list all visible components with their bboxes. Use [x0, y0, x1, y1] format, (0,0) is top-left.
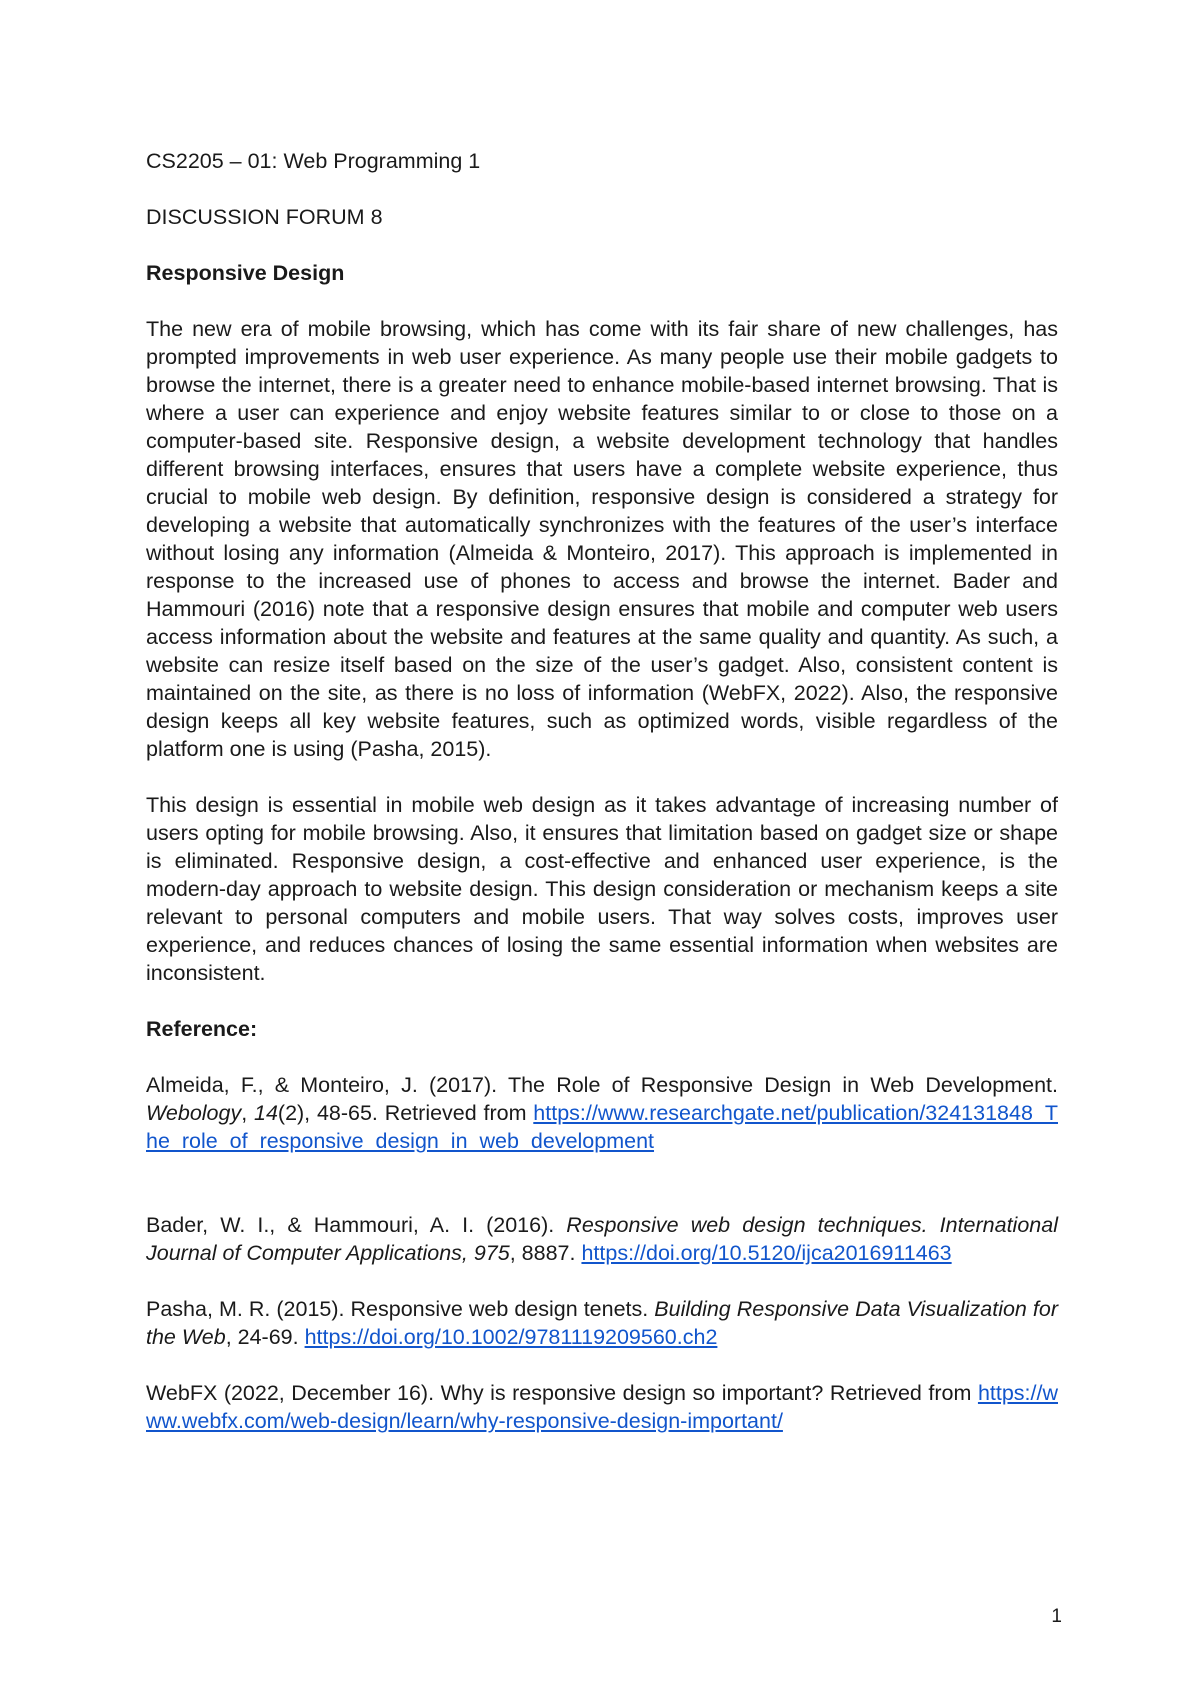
- page-number: 1: [1051, 1606, 1062, 1627]
- reference-bader-sep: [928, 1213, 940, 1237]
- reference-almeida-volume: 14: [253, 1101, 278, 1125]
- reference-webfx-text: WebFX (2022, December 16). Why is responsive design so important? Retrieved from: [146, 1381, 978, 1405]
- reference-bader-title: Responsive web design techniques.: [566, 1213, 928, 1237]
- reference-pasha-book: Building Responsive Data Visualization for the Web: [146, 1297, 1058, 1349]
- course-title: CS2205 – 01: Web Programming 1: [146, 149, 481, 173]
- reference-almeida-link[interactable]: https://www.researchgate.net/publication/324131848_The_role_of_responsive_design_in_web_development: [146, 1101, 1058, 1153]
- document-content: [146, 147, 1058, 1463]
- reference-heading: Reference:: [146, 1017, 258, 1041]
- reference-almeida-sep: ,: [241, 1101, 254, 1125]
- reference-almeida-journal: Webology: [146, 1101, 242, 1125]
- reference-pasha: [146, 1295, 1058, 1351]
- reference-pasha-text: Pasha, M. R. (2015). Responsive web design tenets.: [146, 1297, 655, 1321]
- reference-webfx-link[interactable]: https://www.webfx.com/web-design/learn/why-responsive-design-important/: [146, 1381, 1058, 1433]
- reference-pasha-rest: , 24-69.: [225, 1325, 305, 1349]
- reference-almeida-text: Almeida, F., & Monteiro, J. (2017). The Role of Responsive Design in Web Development.: [146, 1073, 1058, 1097]
- reference-bader-link[interactable]: https://doi.org/10.5120/ijca2016911463: [581, 1241, 952, 1265]
- reference-bader-journal: International Journal of Computer Applications, 975: [146, 1213, 1058, 1265]
- reference-pasha-link[interactable]: https://doi.org/10.1002/9781119209560.ch2: [304, 1325, 718, 1349]
- section-heading: Responsive Design: [146, 261, 345, 285]
- reference-webfx: [146, 1379, 1058, 1435]
- reference-bader: [146, 1211, 1058, 1267]
- forum-label: DISCUSSION FORUM 8: [146, 205, 383, 229]
- reference-almeida-issue: (2), 48-65. Retrieved from: [277, 1101, 534, 1125]
- reference-almeida: [146, 1071, 1058, 1155]
- body-paragraph-2: This design is essential in mobile web design as it takes advantage of increasing number of users opting for mobile browsing. Also, it ensures that limitation based on gadget size or shape is eliminated. Responsive design, a cost-effective and enhanced user experience, is the modern-day approach to website design. This design consideration or mechanism keeps a site relevant to personal computers and mobile users. That way solves costs, improves user experience, and reduces chances of losing the same essential information when websites are inconsistent.: [146, 793, 1058, 985]
- reference-bader-rest: , 8887.: [509, 1241, 582, 1265]
- body-paragraph-1: The new era of mobile browsing, which has come with its fair share of new challenges, has prompted improvements in web user experience. As many people use their mobile gadgets to browse the internet, there is a greater need to enhance mobile-based internet browsing. That is where a user can experience and enjoy website features similar to or close to those on a computer-based site. Responsive design, a website development technology that handles different browsing interfaces, ensures that users have a complete website experience, thus crucial to mobile web design. By definition, responsive design is considered a strategy for developing a website that automatically synchronizes with the features of the user’s interface without losing any information (Almeida & Monteiro, 2017). This approach is implemented in response to the increased use of phones to access and browse the internet. Bader and Hammouri (2016) note that a responsive design ensures that mobile and computer web users access information about the website and features at the same quality and quantity. As such, a website can resize itself based on the size of the user’s gadget. Also, consistent content is maintained on the site, as there is no loss of information (WebFX, 2022). Also, the responsive design keeps all key website features, such as optimized words, visible regardless of the platform one is using (Pasha, 2015).: [146, 317, 1058, 761]
- reference-bader-text: Bader, W. I., & Hammouri, A. I. (2016).: [146, 1213, 567, 1237]
